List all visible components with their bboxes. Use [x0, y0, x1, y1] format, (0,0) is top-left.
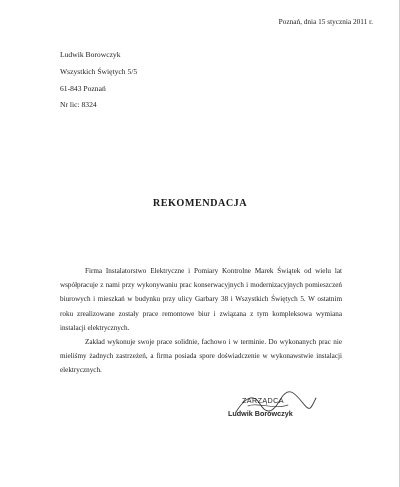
signature-name: Ludwik Borowczyk: [228, 409, 293, 418]
date-line: Poznań, dnia 15 stycznia 2011 r.: [278, 17, 373, 26]
recipient-license: Nr lic: 8324: [60, 100, 97, 110]
body-paragraph-1: Firma Instalatorstwo Elektryczne i Pomiary Kontrolne Marek Świątek od wielu lat współpracuje z nami przy wykonywaniu prac konserwacyjnych i modernizacyjnych pomieszczeń biurowych i mieszkań w budynku przy ulicy Garbary 38 i Wszystkich Świętych 5. W ostatnim roku zrealizowane zostały prace remontowe biur i związana z tym kompleksowa wymiana instalacji elektrycznych.: [60, 267, 342, 332]
recipient-street: Wszystkich Świętych 5/5: [60, 66, 138, 76]
recipient-city: 61-843 Poznań: [60, 83, 106, 93]
body-paragraph-2: Zakład wykonuje swoje prace solidnie, fachowo i w terminie. Do wykonanych prac nie mieliśmy żadnych zastrzeżeń, a firma posiada spore doświadczenie w wykonawstwie instalacji elektrycznych.: [60, 338, 342, 375]
letter-body: [60, 264, 342, 378]
signature-block: [228, 396, 318, 430]
recipient-name: Ludwik Borowczyk: [60, 50, 121, 59]
document-heading: REKOMENDACJA: [152, 198, 248, 209]
recipient-address-block: [60, 47, 137, 114]
signature-title: ZARZĄDCA: [242, 396, 284, 405]
